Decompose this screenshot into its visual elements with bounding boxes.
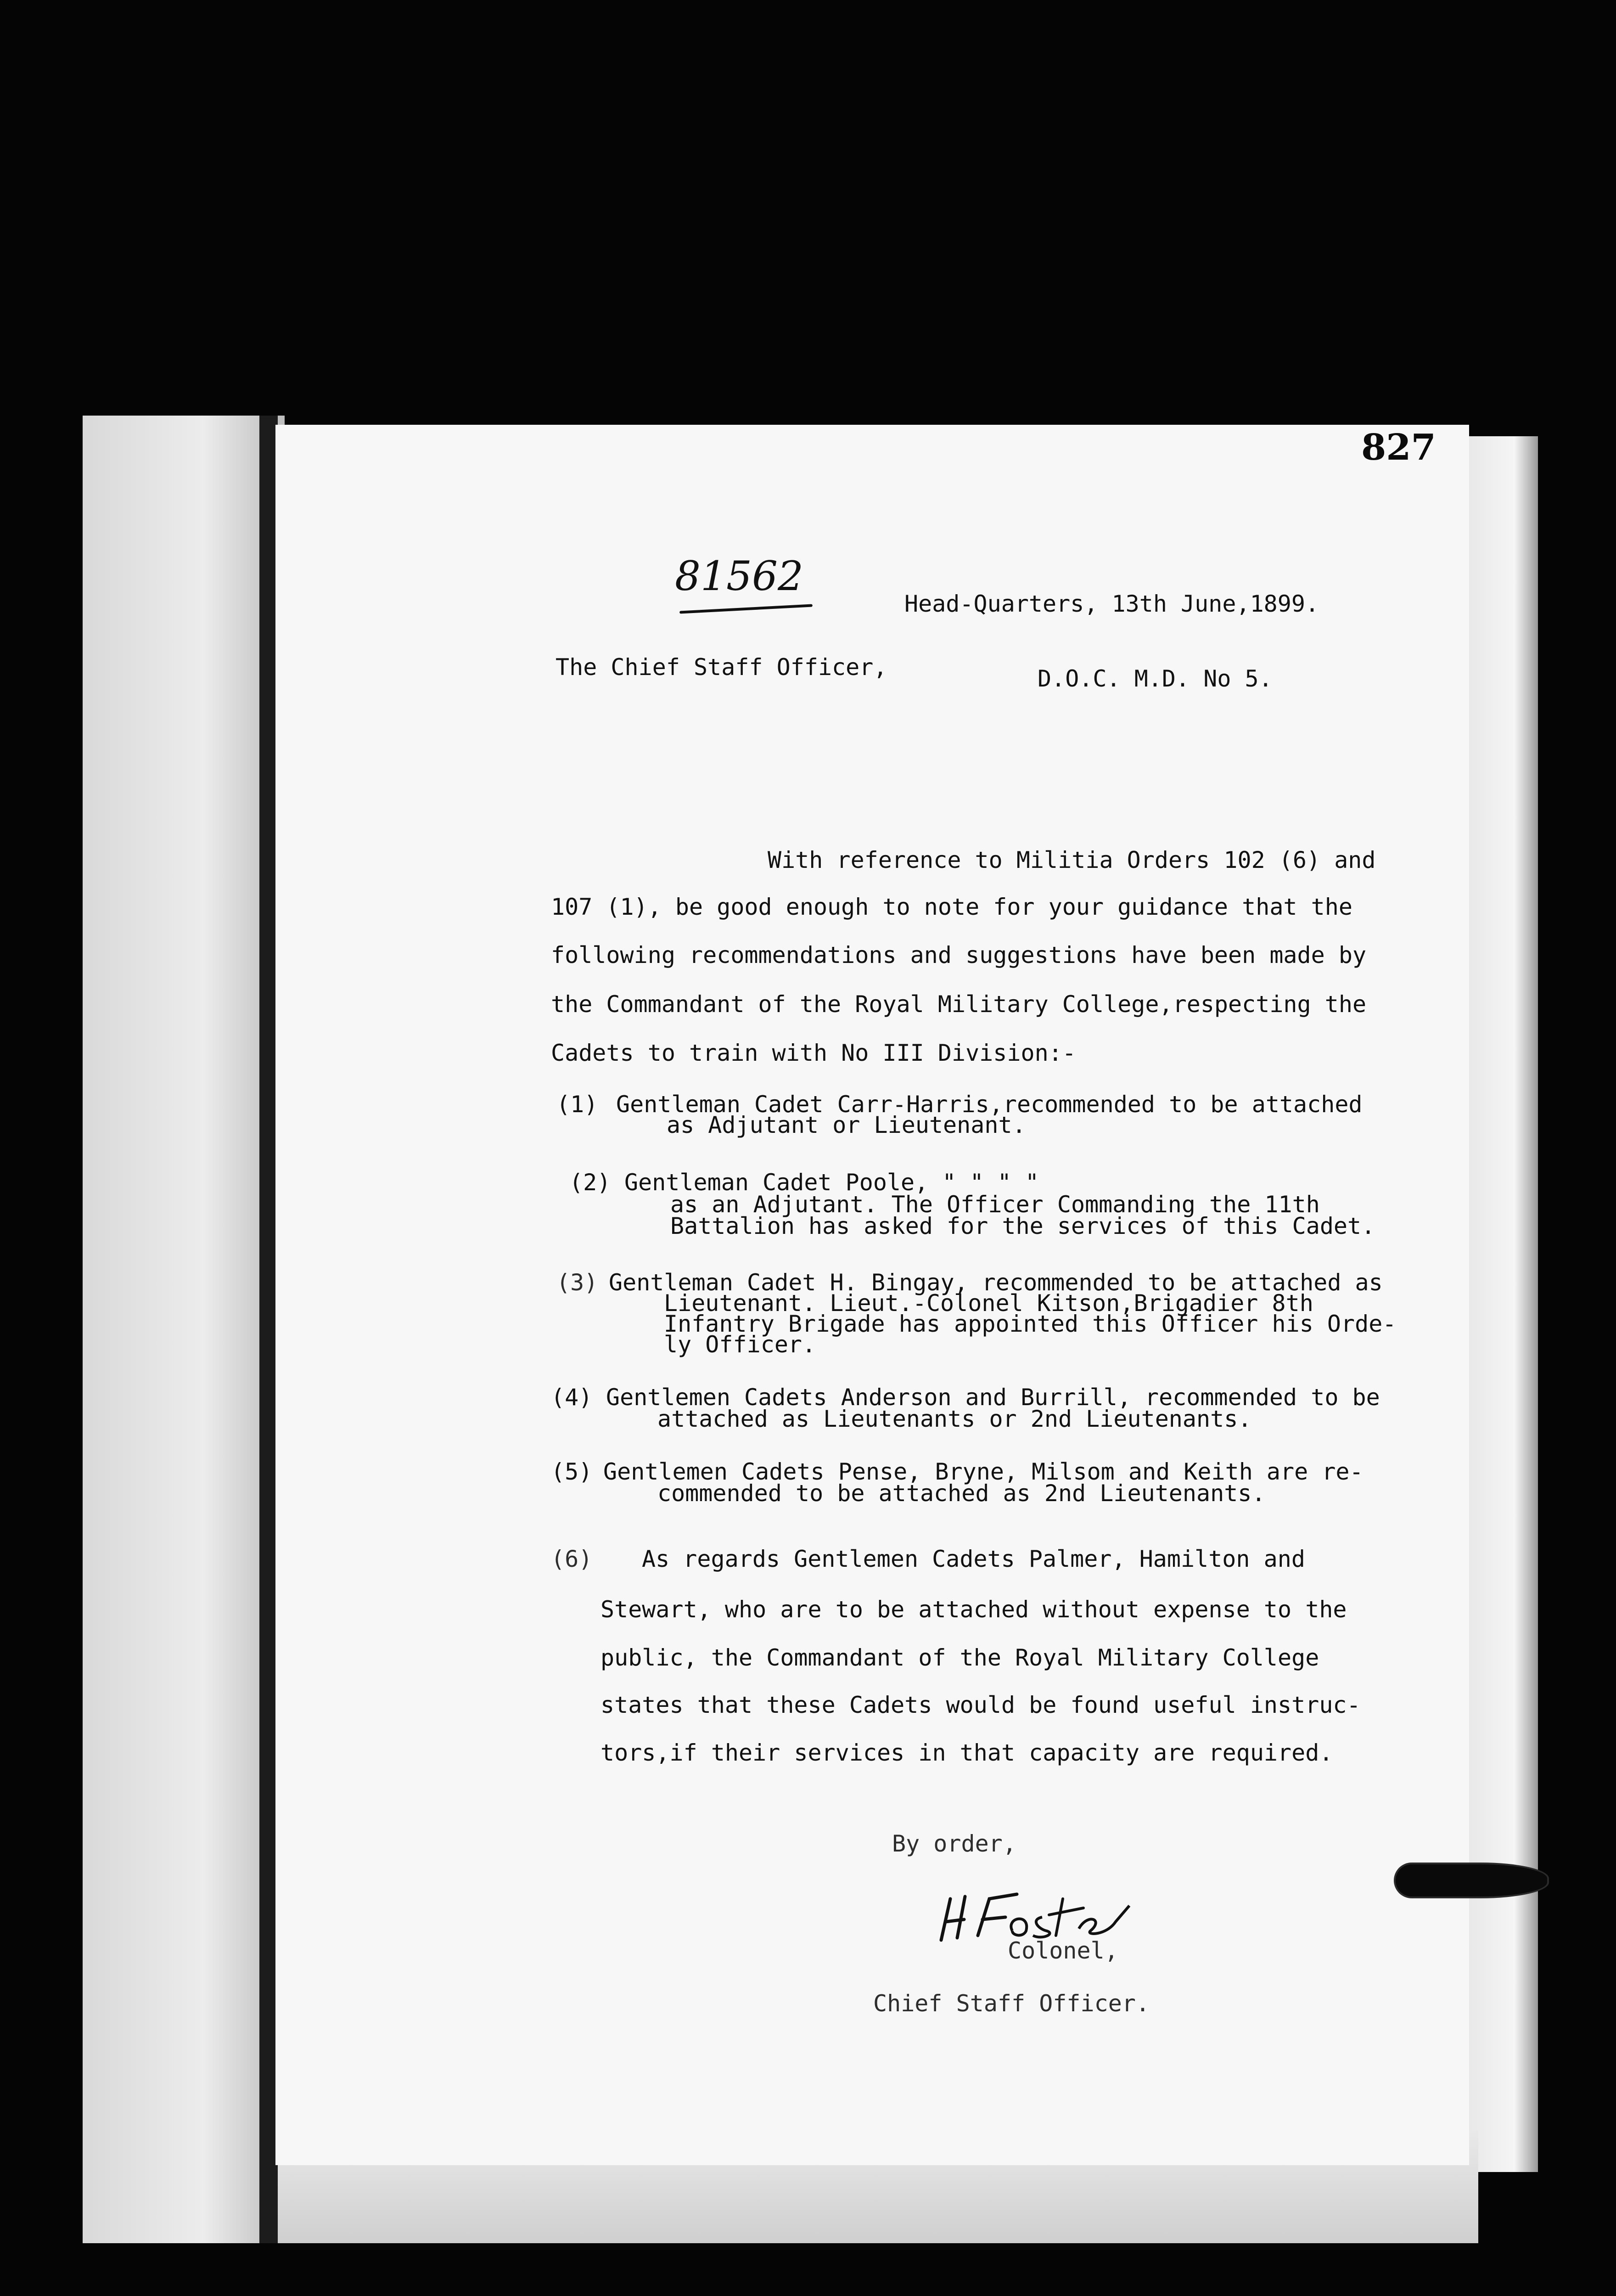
reference-number: 81562	[675, 552, 803, 600]
item-line: states that these Cadets would be found useful instruc-	[600, 1692, 1361, 1718]
page-binding-shadow	[259, 416, 278, 2243]
item-line: commended to be attached as 2nd Lieutenants.	[657, 1480, 1266, 1507]
intro-line: following recommendations and suggestions have been made by	[551, 942, 1367, 968]
item-line: Gentlemen Cadets Pense, Bryne, Milsom and Keith are re-	[603, 1458, 1364, 1485]
signatory-rank: Colonel,	[1008, 1937, 1118, 1964]
item-line: as Adjutant or Lieutenant.	[667, 1112, 1026, 1138]
recipient-office: D.O.C. M.D. No 5.	[1038, 665, 1273, 692]
signatory-title: Chief Staff Officer.	[873, 1990, 1150, 2017]
recipient: The Chief Staff Officer,	[556, 654, 887, 681]
item-number: (5)	[551, 1458, 593, 1485]
item-line: Gentleman Cadet H. Bingay, recommended to be attached as	[609, 1269, 1383, 1296]
letter-page	[275, 425, 1469, 2165]
intro-line: the Commandant of the Royal Military College,respecting the	[551, 991, 1367, 1018]
reference-underline	[679, 604, 813, 613]
item-line: public, the Commandant of the Royal Military College	[600, 1644, 1319, 1671]
item-line: Infantry Brigade has appointed this Officer his Orde-	[664, 1311, 1397, 1337]
item-line: Battalion has asked for the services of this Cadet.	[670, 1213, 1375, 1239]
item-number: (4)	[551, 1384, 593, 1411]
by-order: By order,	[892, 1830, 1016, 1857]
item-line: Lieutenant. Lieut.-Colonel Kitson,Brigadier 8th	[664, 1290, 1313, 1317]
item-line: Stewart, who are to be attached without expense to the	[600, 1596, 1347, 1623]
page-number: 827	[1361, 427, 1436, 468]
item-number: (1)	[556, 1091, 598, 1118]
background-sheet-right	[1460, 436, 1538, 2172]
intro-line: 107 (1), be good enough to note for your guidance that the	[551, 894, 1352, 920]
paper-clip	[1396, 1864, 1547, 1896]
item-line: as an Adjutant. The Officer Commanding the 11th	[670, 1191, 1320, 1218]
item-number: (2)	[569, 1169, 611, 1196]
item-line: ly Officer.	[664, 1331, 816, 1358]
item-line: tors,if their services in that capacity are required.	[600, 1739, 1333, 1766]
intro-line: Cadets to train with No III Division:-	[551, 1040, 1076, 1066]
place-date: Head-Quarters, 13th June,1899.	[904, 591, 1319, 617]
item-number: (3)	[556, 1269, 598, 1296]
intro-line: With reference to Militia Orders 102 (6) and	[768, 847, 1376, 873]
item-line: Gentleman Cadet Poole, " " " "	[624, 1169, 1039, 1196]
item-line: Gentleman Cadet Carr-Harris,recommended to be attached	[616, 1091, 1363, 1118]
item-line: Gentlemen Cadets Anderson and Burrill, recommended to be	[606, 1384, 1380, 1411]
background-sheet-left	[83, 416, 285, 2243]
item-line: attached as Lieutenants or 2nd Lieutenants.	[657, 1406, 1252, 1432]
item-line: As regards Gentlemen Cadets Palmer, Hamilton and	[642, 1546, 1305, 1572]
item-number: (6)	[551, 1546, 593, 1572]
